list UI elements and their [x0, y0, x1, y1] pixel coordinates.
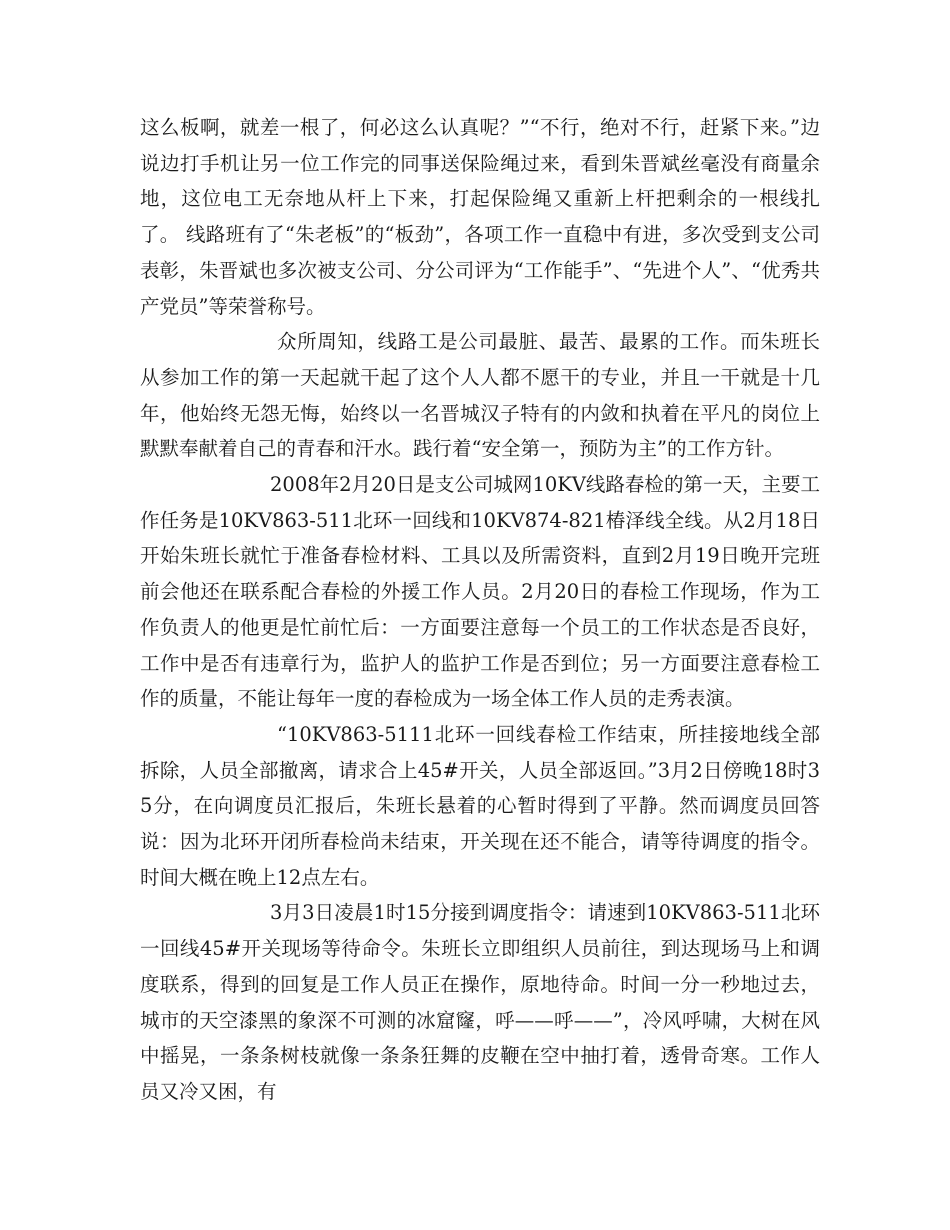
- paragraph-4: “10KV863-5111北环一回线春检工作结束，所挂接地线全部拆除，人员全部撤离，请求合上45#开关，人员全部返回。”3月2日傍晚18时35分，在向调度员汇报后，朱班长悬着的心暂时得到了平静。然而调度员回答说：因为北环开闭所春检尚未结束，开关现在还不能合，请等待调度的指令。时间大概在晚上12点左右。: [140, 722, 820, 889]
- paragraph-2: 众所周知，线路工是公司最脏、最苦、最累的工作。而朱班长从参加工作的第一天起就干起了这个人人都不愿干的专业，并且一干就是十几年，他始终无怨无悔，始终以一名晋城汉子特有的内敛和执着在平凡的岗位上默默奉献着自己的青春和汗水。践行着“安全第一，预防为主”的工作方针。: [140, 330, 820, 461]
- paragraph-5: 3月3日凌晨1时15分接到调度指令：请速到10KV863-511北环一回线45#开关现场等待命令。朱班长立即组织人员前往，到达现场马上和调度联系，得到的回复是工作人员正在操作，原地待命。时间一分一秒地过去，城市的天空漆黑的象深不可测的冰窟窿，呼——呼——”，冷风呼啸，大树在风中摇晃，一条条树枝就像一条条狂舞的皮鞭在空中抽打着，透骨奇寒。工作人员又冷又困，有: [140, 901, 820, 1103]
- document-body: [140, 110, 820, 1110]
- paragraph-1: 这么板啊，就差一根了，何必这么认真呢？”“不行，绝对不行，赶紧下来。”边说边打手机让另一位工作完的同事送保险绳过来，看到朱晋斌丝毫没有商量余地，这位电工无奈地从杆上下来，打起保险绳又重新上杆把剩余的一根线扎了。 线路班有了“朱老板”的“板劲”，各项工作一直稳中有进，多次受到支公司表彰，朱晋斌也多次被支公司、分公司评为“工作能手”、“先进个人”、“优秀共产党员”等荣誉称号。: [140, 116, 820, 318]
- paragraph-3: 2008年2月20日是支公司城网10KV线路春检的第一天，主要工作任务是10KV863-511北环一回线和10KV874-821椿泽线全线。从2月18日开始朱班长就忙于准备春检材料、工具以及所需资料，直到2月19日晚开完班前会他还在联系配合春检的外援工作人员。2月20日的春检工作现场，作为工作负责人的他更是忙前忙后：一方面要注意每一个员工的工作状态是否良好，工作中是否有违章行为，监护人的监护工作是否到位；另一方面要注意春检工作的质量，不能让每年一度的春检成为一场全体工作人员的走秀表演。: [140, 473, 820, 711]
